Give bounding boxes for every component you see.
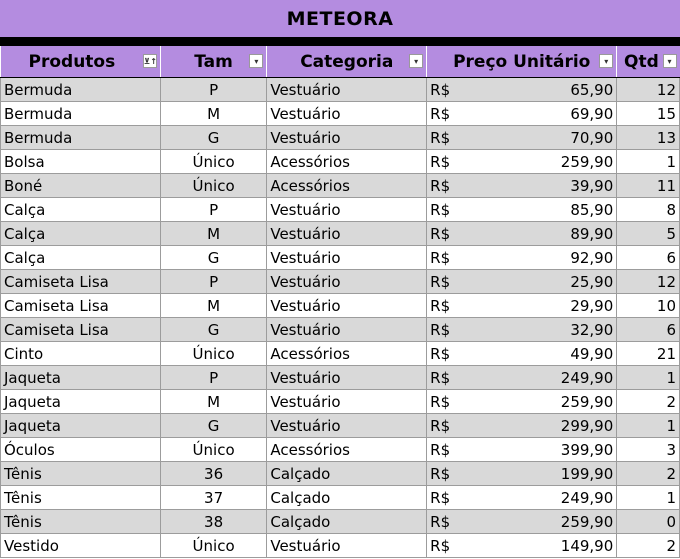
header-produtos-label: Produtos (28, 51, 116, 72)
cell-qtd[interactable]: 1 (617, 486, 680, 510)
cell-currency[interactable]: R$ (427, 78, 469, 102)
cell-produto[interactable]: Bermuda (1, 78, 161, 102)
cell-preco[interactable]: 29,90 (468, 294, 616, 318)
cell-produto[interactable]: Jaqueta (1, 414, 161, 438)
table-row (1, 318, 680, 342)
cell-produto[interactable]: Tênis (1, 462, 161, 486)
cell-tam[interactable]: Único (160, 342, 267, 366)
cell-tam[interactable]: M (160, 222, 267, 246)
cell-produto[interactable]: Camiseta Lisa (1, 270, 161, 294)
cell-categoria[interactable]: Vestuário (267, 534, 427, 558)
cell-currency[interactable]: R$ (427, 294, 469, 318)
header-tam[interactable] (160, 46, 267, 78)
cell-preco[interactable]: 249,90 (468, 486, 616, 510)
cell-preco[interactable]: 199,90 (468, 462, 616, 486)
cell-categoria[interactable]: Vestuário (267, 102, 427, 126)
header-qtd-label: Qtd (624, 51, 659, 72)
cell-qtd[interactable]: 21 (617, 342, 680, 366)
cell-produto[interactable]: Boné (1, 174, 161, 198)
table-row (1, 126, 680, 150)
cell-qtd[interactable]: 8 (617, 198, 680, 222)
cell-produto[interactable]: Camiseta Lisa (1, 318, 161, 342)
cell-qtd[interactable]: 2 (617, 534, 680, 558)
cell-produto[interactable]: Óculos (1, 438, 161, 462)
cell-categoria[interactable]: Vestuário (267, 246, 427, 270)
cell-categoria[interactable]: Vestuário (267, 222, 427, 246)
header-qtd[interactable] (617, 46, 680, 78)
cell-currency[interactable]: R$ (427, 438, 469, 462)
header-preco[interactable] (427, 46, 617, 78)
cell-produto[interactable]: Cinto (1, 342, 161, 366)
cell-categoria[interactable]: Calçado (267, 462, 427, 486)
cell-produto[interactable]: Bermuda (1, 102, 161, 126)
dropdown-filter-icon[interactable]: ▾ (409, 54, 423, 68)
cell-tam[interactable]: G (160, 126, 267, 150)
cell-currency[interactable]: R$ (427, 534, 469, 558)
cell-qtd[interactable]: 15 (617, 102, 680, 126)
cell-tam[interactable]: G (160, 246, 267, 270)
cell-tam[interactable]: P (160, 78, 267, 102)
cell-tam[interactable]: 38 (160, 510, 267, 534)
table-row (1, 222, 680, 246)
cell-produto[interactable]: Calça (1, 198, 161, 222)
cell-categoria[interactable]: Vestuário (267, 390, 427, 414)
cell-categoria[interactable]: Vestuário (267, 294, 427, 318)
cell-preco[interactable]: 149,90 (468, 534, 616, 558)
cell-tam[interactable]: G (160, 414, 267, 438)
cell-preco[interactable]: 32,90 (468, 318, 616, 342)
table-row (1, 174, 680, 198)
cell-produto[interactable]: Bolsa (1, 150, 161, 174)
table-row (1, 366, 680, 390)
cell-qtd[interactable]: 5 (617, 222, 680, 246)
cell-qtd[interactable]: 3 (617, 438, 680, 462)
table-row (1, 294, 680, 318)
table-row (1, 150, 680, 174)
dropdown-filter-icon[interactable]: ▾ (249, 54, 263, 68)
cell-currency[interactable]: R$ (427, 270, 469, 294)
cell-tam[interactable]: P (160, 198, 267, 222)
table-row (1, 342, 680, 366)
cell-qtd[interactable]: 11 (617, 174, 680, 198)
cell-tam[interactable]: Único (160, 534, 267, 558)
cell-categoria[interactable]: Vestuário (267, 414, 427, 438)
cell-qtd[interactable]: 0 (617, 510, 680, 534)
table-row (1, 414, 680, 438)
cell-qtd[interactable]: 6 (617, 318, 680, 342)
table-row (1, 462, 680, 486)
cell-categoria[interactable]: Acessórios (267, 150, 427, 174)
cell-tam[interactable]: Único (160, 438, 267, 462)
cell-qtd[interactable]: 1 (617, 366, 680, 390)
cell-preco[interactable]: 299,90 (468, 414, 616, 438)
cell-currency[interactable]: R$ (427, 486, 469, 510)
table-row (1, 246, 680, 270)
cell-tam[interactable]: G (160, 318, 267, 342)
cell-preco[interactable]: 25,90 (468, 270, 616, 294)
cell-tam[interactable]: Único (160, 150, 267, 174)
table-row (1, 534, 680, 558)
cell-currency[interactable]: R$ (427, 222, 469, 246)
header-preco-label: Preço Unitário (453, 51, 591, 72)
cell-categoria[interactable]: Acessórios (267, 342, 427, 366)
cell-categoria[interactable]: Calçado (267, 510, 427, 534)
cell-preco[interactable]: 49,90 (468, 342, 616, 366)
cell-preco[interactable]: 92,90 (468, 246, 616, 270)
cell-produto[interactable]: Bermuda (1, 126, 161, 150)
cell-preco[interactable]: 39,90 (468, 174, 616, 198)
table-row (1, 438, 680, 462)
header-categoria[interactable] (267, 46, 427, 78)
cell-qtd[interactable]: 10 (617, 294, 680, 318)
cell-preco[interactable]: 65,90 (468, 78, 616, 102)
cell-tam[interactable]: P (160, 366, 267, 390)
cell-produto[interactable]: Jaqueta (1, 366, 161, 390)
cell-qtd[interactable]: 12 (617, 270, 680, 294)
cell-produto[interactable]: Calça (1, 222, 161, 246)
dropdown-filter-icon[interactable]: ▾ (663, 54, 677, 68)
header-categoria-label: Categoria (300, 51, 394, 72)
cell-tam[interactable]: M (160, 102, 267, 126)
cell-currency[interactable]: R$ (427, 150, 469, 174)
cell-currency[interactable]: R$ (427, 366, 469, 390)
cell-qtd[interactable]: 6 (617, 246, 680, 270)
products-table (0, 46, 680, 558)
cell-produto[interactable]: Jaqueta (1, 390, 161, 414)
cell-preco[interactable]: 89,90 (468, 222, 616, 246)
cell-qtd[interactable]: 2 (617, 462, 680, 486)
cell-qtd[interactable]: 12 (617, 78, 680, 102)
cell-qtd[interactable]: 2 (617, 390, 680, 414)
cell-categoria[interactable]: Vestuário (267, 78, 427, 102)
table-body (1, 78, 680, 558)
cell-categoria[interactable]: Vestuário (267, 318, 427, 342)
cell-produto[interactable]: Calça (1, 246, 161, 270)
cell-tam[interactable]: M (160, 294, 267, 318)
table-row (1, 390, 680, 414)
table-row (1, 486, 680, 510)
sort-filter-icon[interactable]: ⊻↑ (143, 54, 157, 68)
cell-categoria[interactable]: Vestuário (267, 198, 427, 222)
cell-tam[interactable]: 36 (160, 462, 267, 486)
table-row (1, 198, 680, 222)
cell-produto[interactable]: Vestido (1, 534, 161, 558)
cell-qtd[interactable]: 13 (617, 126, 680, 150)
cell-currency[interactable]: R$ (427, 462, 469, 486)
cell-tam[interactable]: Único (160, 174, 267, 198)
cell-preco[interactable]: 85,90 (468, 198, 616, 222)
cell-preco[interactable]: 399,90 (468, 438, 616, 462)
header-row (1, 46, 680, 78)
cell-tam[interactable]: P (160, 270, 267, 294)
dropdown-filter-icon[interactable]: ▾ (599, 54, 613, 68)
cell-produto[interactable]: Camiseta Lisa (1, 294, 161, 318)
cell-produto[interactable]: Tênis (1, 486, 161, 510)
cell-currency[interactable]: R$ (427, 342, 469, 366)
cell-currency[interactable]: R$ (427, 198, 469, 222)
cell-categoria[interactable]: Vestuário (267, 366, 427, 390)
cell-currency[interactable]: R$ (427, 246, 469, 270)
cell-preco[interactable]: 249,90 (468, 366, 616, 390)
header-produtos[interactable] (1, 46, 161, 78)
cell-currency[interactable]: R$ (427, 174, 469, 198)
header-tam-label: Tam (194, 51, 233, 72)
table-row (1, 510, 680, 534)
table-row (1, 78, 680, 102)
table-title[interactable]: METEORA (0, 0, 680, 37)
cell-categoria[interactable]: Acessórios (267, 174, 427, 198)
cell-preco[interactable]: 259,90 (468, 390, 616, 414)
cell-currency[interactable]: R$ (427, 390, 469, 414)
table-row (1, 102, 680, 126)
cell-tam[interactable]: 37 (160, 486, 267, 510)
title-divider (0, 37, 680, 46)
cell-currency[interactable]: R$ (427, 318, 469, 342)
cell-currency[interactable]: R$ (427, 414, 469, 438)
cell-currency[interactable]: R$ (427, 510, 469, 534)
table-row (1, 270, 680, 294)
cell-categoria[interactable]: Acessórios (267, 438, 427, 462)
cell-preco[interactable]: 70,90 (468, 126, 616, 150)
cell-produto[interactable]: Tênis (1, 510, 161, 534)
cell-preco[interactable]: 69,90 (468, 102, 616, 126)
cell-qtd[interactable]: 1 (617, 150, 680, 174)
cell-preco[interactable]: 259,90 (468, 510, 616, 534)
cell-categoria[interactable]: Vestuário (267, 126, 427, 150)
cell-currency[interactable]: R$ (427, 126, 469, 150)
cell-currency[interactable]: R$ (427, 102, 469, 126)
cell-preco[interactable]: 259,90 (468, 150, 616, 174)
cell-tam[interactable]: M (160, 390, 267, 414)
cell-categoria[interactable]: Calçado (267, 486, 427, 510)
cell-categoria[interactable]: Vestuário (267, 270, 427, 294)
cell-qtd[interactable]: 1 (617, 414, 680, 438)
